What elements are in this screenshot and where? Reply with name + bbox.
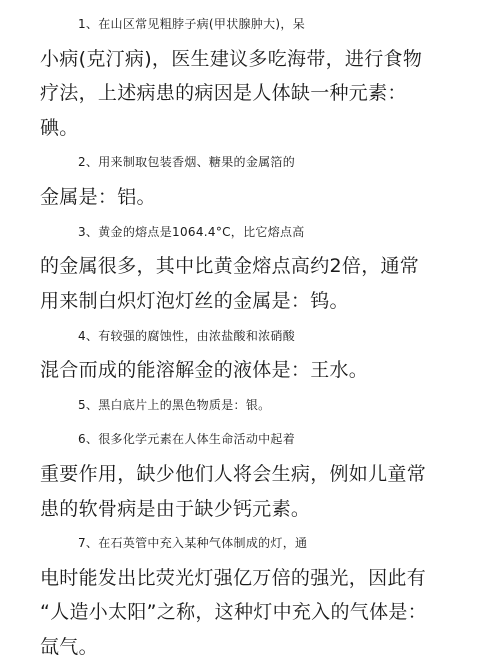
item-6-line-3: 患的软骨病是由于缺少钙元素。 xyxy=(40,498,311,520)
item-5-line-1: 5、黑白底片上的黑色物质是：银。 xyxy=(78,398,271,412)
item-7-line-3: “人造小太阳”之称，这种灯中充入的气体是： xyxy=(40,601,427,623)
item-4-line-1: 4、有较强的腐蚀性，由浓盐酸和浓硝酸 xyxy=(78,329,296,343)
item-3-line-3: 用来制白炽灯泡灯丝的金属是：钨。 xyxy=(40,290,349,312)
item-3-line-1: 3、黄金的熔点是1064.4°C，比它熔点高 xyxy=(78,225,305,239)
item-7-line-2: 电时能发出比荧光灯强亿万倍的强光，因此有 xyxy=(40,567,427,589)
item-7-line-1: 7、在石英管中充入某种气体制成的灯，通 xyxy=(78,536,308,550)
item-4-line-2: 混合而成的能溶解金的液体是：王水。 xyxy=(40,359,369,381)
item-1-line-4: 碘。 xyxy=(40,117,79,139)
item-3-line-2: 的金属很多，其中比黄金熔点高约2倍，通常 xyxy=(40,255,420,277)
item-1-line-3: 疗法，上述病患的病因是人体缺一种元素： xyxy=(40,82,407,104)
item-2-line-1: 2、用来制取包装香烟、糖果的金属箔的 xyxy=(78,155,296,169)
item-1-line-2: 小病(克汀病)，医生建议多吃海带，进行食物 xyxy=(40,48,423,70)
item-6-line-2: 重要作用，缺少他们人将会生病，例如儿童常 xyxy=(40,463,427,485)
item-1-line-1: 1、在山区常见粗脖子病(甲状腺肿大)，呆 xyxy=(78,17,305,31)
item-6-line-1: 6、很多化学元素在人体生命活动中起着 xyxy=(78,432,296,446)
item-2-line-2: 金属是：铝。 xyxy=(40,186,156,208)
item-7-line-4: 氙气。 xyxy=(40,636,98,658)
